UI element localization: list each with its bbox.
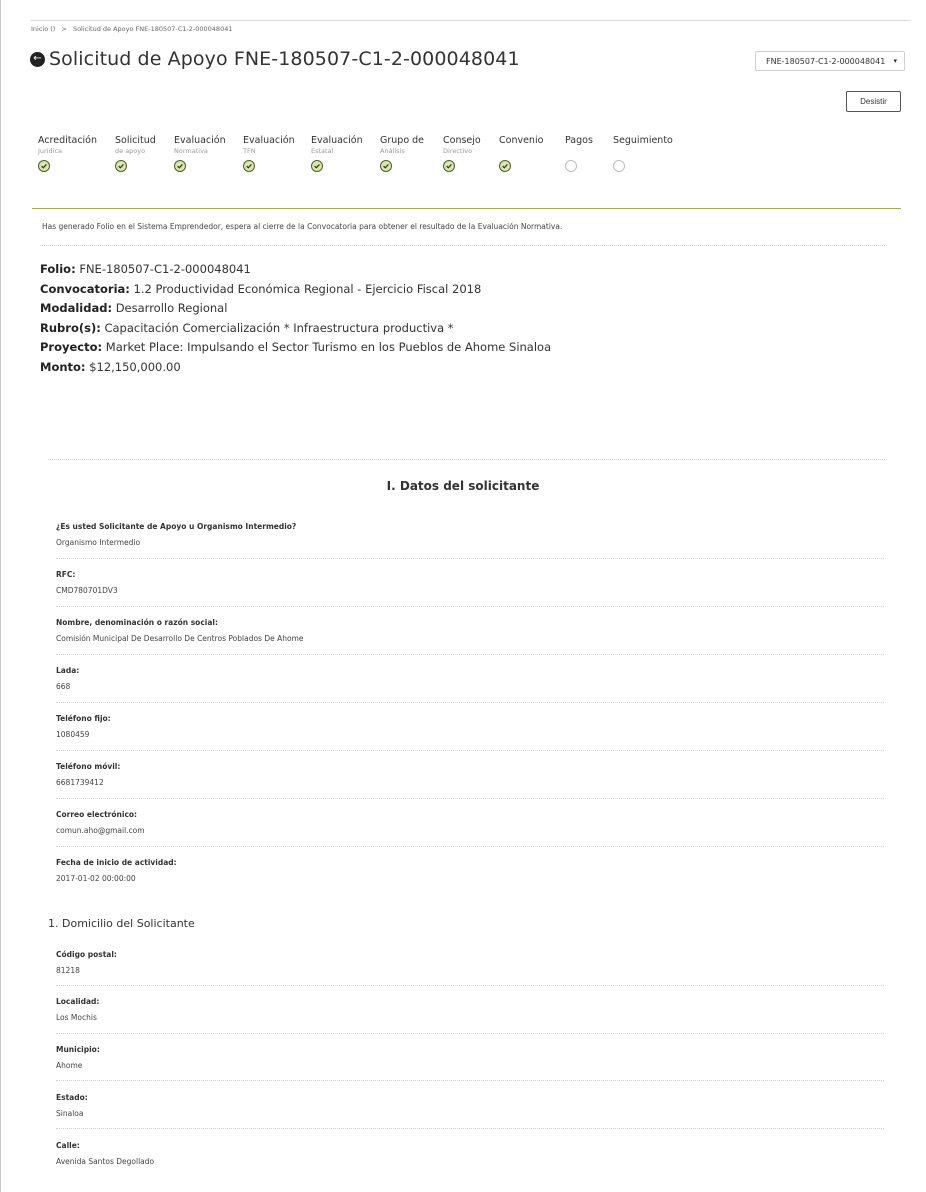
steps-divider: [32, 208, 901, 209]
step-acreditacion[interactable]: [38, 135, 97, 172]
step-label: Consejo: [443, 135, 481, 146]
field-divider: [56, 702, 884, 704]
step-consejo-directivo[interactable]: [443, 135, 481, 172]
field-value: 668: [56, 682, 71, 691]
field-value: Comisión Municipal De Desarrollo De Centros Poblados De Ahome: [56, 634, 304, 643]
field-label: Teléfono móvil:: [56, 762, 121, 771]
field-label: Nombre, denominación o razón social:: [56, 618, 218, 627]
field-label: Municipio:: [56, 1045, 100, 1054]
step-label: Convenio: [499, 135, 544, 146]
field-label: Código postal:: [56, 950, 117, 959]
field-value: 2017-01-02 00:00:00: [56, 874, 136, 883]
check-circle-icon: [499, 160, 511, 172]
step-label: Evaluación: [243, 135, 295, 146]
field-calle: [56, 1141, 884, 1167]
field-codigo-postal: [56, 950, 884, 976]
empty-circle-icon: [565, 160, 577, 172]
step-sublabel: [565, 147, 593, 156]
breadcrumb: [31, 25, 236, 33]
field-divider: [56, 846, 884, 848]
check-circle-icon: [311, 160, 323, 172]
page-title: [30, 48, 520, 70]
field-divider: [56, 606, 884, 608]
step-sublabel: Directivo: [443, 147, 473, 155]
summary-convocatoria: [40, 280, 551, 300]
step-seguimiento[interactable]: [613, 135, 673, 172]
field-divider: [56, 985, 884, 987]
notice-divider: [40, 245, 885, 247]
desistir-button[interactable]: Desistir: [846, 91, 901, 112]
step-sublabel: Normativa: [174, 147, 208, 155]
field-fecha-inicio: [56, 858, 884, 884]
step-label: Acreditación: [38, 135, 98, 146]
field-value: 6681739412: [56, 778, 104, 787]
circle-arrow-left-icon[interactable]: ←: [30, 52, 45, 67]
field-value: comun.aho@gmail.com: [56, 826, 145, 835]
application-summary: [40, 260, 551, 377]
summary-rubros: [40, 319, 551, 339]
field-value: Sinaloa: [56, 1109, 84, 1118]
field-value: 1080459: [56, 730, 90, 739]
step-label: Pagos: [565, 135, 593, 146]
field-label: Teléfono fijo:: [56, 714, 111, 723]
left-border: [0, 0, 1, 1192]
field-label: Calle:: [56, 1141, 80, 1150]
check-circle-icon: [174, 160, 186, 172]
step-convenio[interactable]: [499, 135, 543, 172]
step-sublabel: Jurídica: [38, 147, 63, 155]
field-label: Fecha de inicio de actividad:: [56, 858, 177, 867]
step-sublabel: [499, 147, 543, 156]
field-razon-social: [56, 618, 884, 644]
field-divider: [56, 558, 884, 560]
section-title: I. Datos del solicitante: [386, 479, 540, 493]
summary-label: Rubro(s):: [40, 320, 101, 335]
field-divider: [56, 1033, 884, 1035]
field-estado: [56, 1093, 884, 1119]
field-value: Organismo Intermedio: [56, 538, 141, 547]
field-divider: [56, 1080, 884, 1082]
field-label: Localidad:: [56, 997, 100, 1006]
field-telefono-movil: [56, 762, 884, 788]
page-title-text: Solicitud de Apoyo FNE-180507-C1-2-000048041: [49, 48, 520, 70]
section-divider: [48, 459, 885, 461]
top-divider: [30, 20, 911, 21]
field-localidad: [56, 997, 884, 1023]
summary-value: Market Place: Impulsando el Sector Turismo en los Pueblos de Ahome Sinaloa: [105, 340, 552, 354]
field-value: Ahome: [56, 1061, 83, 1070]
step-label: Grupo de: [380, 135, 425, 146]
summary-label: Proyecto:: [40, 340, 103, 354]
empty-circle-icon: [613, 160, 625, 172]
step-evaluacion-tfn[interactable]: [243, 135, 295, 172]
field-lada: [56, 666, 884, 692]
step-label: Evaluación: [311, 135, 363, 146]
summary-monto: [40, 358, 551, 378]
check-circle-icon: [380, 160, 392, 172]
field-label: Lada:: [56, 666, 80, 675]
summary-value: FNE-180507-C1-2-000048041: [79, 262, 251, 276]
step-solicitud[interactable]: [115, 135, 156, 172]
step-evaluacion-normativa[interactable]: [174, 135, 226, 172]
field-divider: [56, 798, 884, 800]
field-label: Estado:: [56, 1093, 88, 1102]
field-value: Avenida Santos Degollado: [56, 1157, 155, 1166]
chevron-down-icon: ▾: [893, 57, 897, 65]
breadcrumb-home-link[interactable]: Inicio (): [31, 25, 56, 33]
summary-proyecto: [40, 338, 551, 358]
folio-select-value: FNE-180507-C1-2-000048041: [766, 56, 886, 66]
step-evaluacion-estatal[interactable]: [311, 135, 363, 172]
field-value: 81218: [56, 966, 80, 975]
summary-folio: [40, 260, 551, 280]
field-divider: [56, 654, 884, 656]
step-sublabel: [613, 147, 673, 156]
check-circle-icon: [38, 160, 50, 172]
step-label: Seguimiento: [613, 135, 673, 146]
step-sublabel: Estatal: [311, 147, 334, 155]
summary-label: Monto:: [40, 359, 86, 374]
summary-label: Modalidad:: [40, 301, 113, 315]
summary-value: Capacitación Comercialización * Infraestructura productiva *: [104, 320, 454, 335]
field-correo: [56, 810, 884, 836]
step-label: Solicitud: [115, 135, 156, 146]
field-label: Correo electrónico:: [56, 810, 138, 819]
step-sublabel: TFN: [243, 147, 256, 155]
summary-value: Desarrollo Regional: [115, 301, 228, 315]
summary-label: Folio:: [40, 262, 76, 276]
field-tipo-solicitante: [56, 522, 884, 548]
summary-value: $12,150,000.00: [89, 359, 181, 374]
field-telefono-fijo: [56, 714, 884, 740]
field-value: CMD780701DV3: [56, 586, 118, 595]
summary-value: 1.2 Productividad Económica Regional - Ejercicio Fiscal 2018: [133, 281, 482, 296]
step-label: Evaluación: [174, 135, 226, 146]
field-divider: [56, 750, 884, 752]
step-sublabel: Análisis: [380, 147, 405, 155]
check-circle-icon: [443, 160, 455, 172]
summary-modalidad: [40, 299, 551, 319]
summary-label: Convocatoria:: [40, 281, 130, 296]
field-value: Los Mochis: [56, 1013, 97, 1022]
status-notice: Has generado Folio en el Sistema Emprendedor, espera al cierre de la Convocatoria para obtener el resultado de la Evaluación Normativa.: [42, 222, 563, 231]
folio-select[interactable]: [755, 51, 905, 71]
field-label: ¿Es usted Solicitante de Apoyo u Organismo Intermedio?: [56, 522, 297, 531]
breadcrumb-separator: >: [61, 25, 67, 33]
check-circle-icon: [243, 160, 255, 172]
field-divider: [56, 1128, 884, 1130]
step-grupo-de-analisis[interactable]: [380, 135, 424, 172]
check-circle-icon: [115, 160, 127, 172]
field-municipio: [56, 1045, 884, 1071]
breadcrumb-current: Solicitud de Apoyo FNE-180507-C1-2-000048041: [72, 25, 233, 33]
step-sublabel: de apoyo: [115, 147, 146, 155]
field-rfc: [56, 570, 884, 596]
field-label: RFC:: [56, 570, 76, 579]
subsection-title: 1. Domicilio del Solicitante: [48, 917, 195, 930]
step-pagos[interactable]: [565, 135, 593, 172]
